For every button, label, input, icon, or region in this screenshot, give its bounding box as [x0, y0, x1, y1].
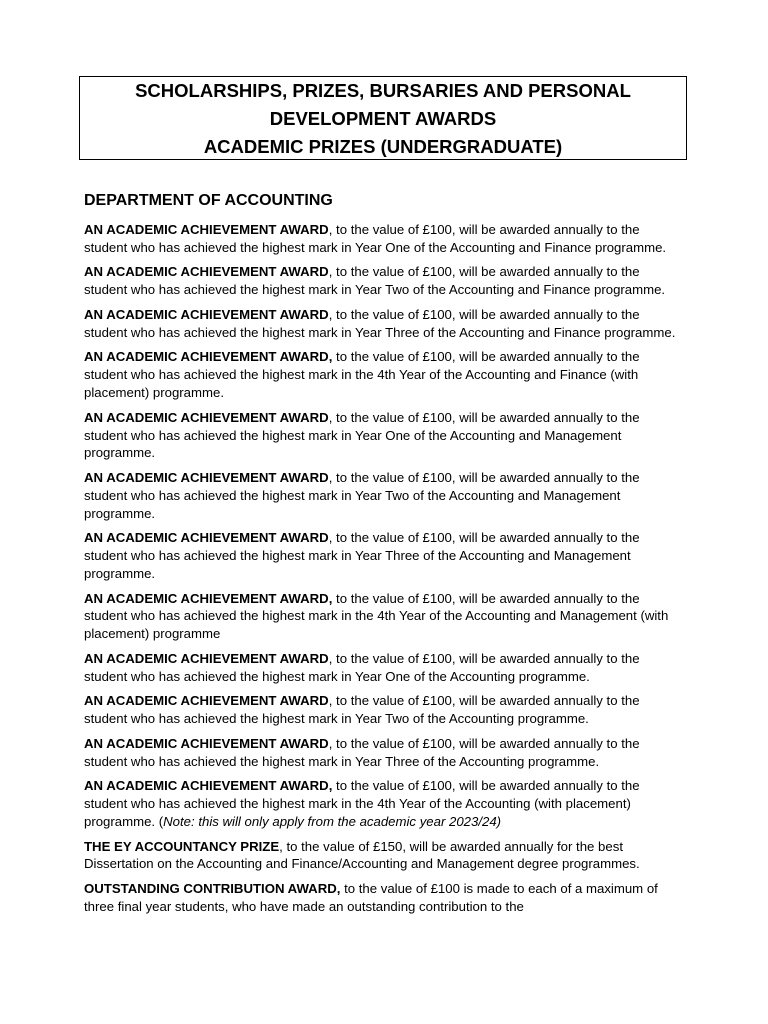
award-paragraph: [84, 692, 684, 728]
award-title: AN ACADEMIC ACHIEVEMENT AWARD: [84, 735, 329, 751]
award-text: , to the value of £150, will be awarded annually for the best Dissertation on the Accounting and Finance/Accounting and Management degree programmes.: [84, 838, 640, 872]
award-text: , to the value of £100, will be awarded annually to the student who has achieved the highest mark in Year One of the Accounting programme.: [84, 650, 640, 684]
award-title: AN ACADEMIC ACHIEVEMENT AWARD: [84, 530, 329, 546]
award-title: OUTSTANDING CONTRIBUTION AWARD,: [84, 881, 341, 897]
award-text: , to the value of £100, will be awarded annually to the student who has achieved the highest mark in Year Three of the Accounting and Management programme.: [84, 530, 640, 581]
award-paragraph: [84, 306, 684, 342]
award-text: , to the value of £100, will be awarded annually to the student who has achieved the highest mark in Year Three of the Accounting programme.: [84, 735, 640, 769]
award-paragraph: [84, 263, 684, 299]
award-text: , to the value of £100, will be awarded annually to the student who has achieved the highest mark in Year Two of the Accounting programme.: [84, 693, 640, 727]
award-paragraph: [84, 880, 684, 916]
document-body: [84, 190, 684, 923]
award-paragraph: [84, 735, 684, 771]
award-paragraph: [84, 650, 684, 686]
award-title: AN ACADEMIC ACHIEVEMENT AWARD: [84, 264, 329, 280]
award-paragraph: [84, 590, 684, 643]
award-paragraph: [84, 838, 684, 874]
award-paragraph: [84, 409, 684, 462]
title-line-2: DEVELOPMENT AWARDS: [269, 108, 497, 129]
title-line-1: SCHOLARSHIPS, PRIZES, BURSARIES AND PERSONAL: [135, 80, 631, 101]
award-paragraph: [84, 777, 684, 830]
award-text: , to the value of £100, will be awarded annually to the student who has achieved the highest mark in Year Two of the Accounting and Management programme.: [84, 470, 640, 521]
award-title: AN ACADEMIC ACHIEVEMENT AWARD: [84, 693, 329, 709]
award-text: , to the value of £100, will be awarded annually to the student who has achieved the highest mark in Year Three of the Accounting and Finance programme.: [84, 306, 676, 340]
award-title: AN ACADEMIC ACHIEVEMENT AWARD,: [84, 590, 333, 606]
award-title: AN ACADEMIC ACHIEVEMENT AWARD: [84, 306, 329, 322]
award-text: , to the value of £100, will be awarded annually to the student who has achieved the highest mark in Year Two of the Accounting and Finance programme.: [84, 264, 666, 298]
award-paragraph: [84, 469, 684, 522]
award-note: Note: this will only apply from the academic year 2023/24): [163, 813, 502, 829]
award-title: AN ACADEMIC ACHIEVEMENT AWARD: [84, 222, 329, 237]
award-paragraph: [84, 348, 684, 401]
department-heading: DEPARTMENT OF ACCOUNTING: [84, 192, 333, 209]
award-text: to the value of £100, will be awarded annually to the student who has achieved the highest mark in the 4th Year of the Accounting and Management (with placement) programme: [84, 590, 669, 642]
award-text: , to the value of £100, will be awarded annually to the student who has achieved the highest mark in Year One of the Accounting and Management programme.: [84, 409, 640, 461]
award-text: , to the value of £100, will be awarded annually to the student who has achieved the highest mark in Year One of the Accounting and Finance programme.: [84, 222, 667, 255]
award-text: to the value of £100, will be awarded annually to the student who has achieved the highest mark in the 4th Year of the Accounting (with placement) programme. (: [84, 778, 640, 829]
award-paragraph: [84, 221, 684, 257]
award-title: AN ACADEMIC ACHIEVEMENT AWARD,: [84, 349, 333, 365]
award-title: AN ACADEMIC ACHIEVEMENT AWARD: [84, 650, 329, 666]
title-box: [79, 76, 687, 160]
award-title: AN ACADEMIC ACHIEVEMENT AWARD: [84, 409, 329, 425]
award-paragraph: [84, 529, 684, 582]
award-title: THE EY ACCOUNTANCY PRIZE: [84, 838, 280, 854]
award-text: to the value of £100 is made to each of a maximum of three final year students, who have made an outstanding contribution to the: [84, 881, 658, 914]
title-line-3: ACADEMIC PRIZES (UNDERGRADUATE): [203, 136, 563, 157]
award-text: to the value of £100, will be awarded annually to the student who has achieved the highest mark in the 4th Year of the Accounting and Finance (with placement) programme.: [84, 349, 640, 401]
award-title: AN ACADEMIC ACHIEVEMENT AWARD,: [84, 778, 333, 794]
award-title: AN ACADEMIC ACHIEVEMENT AWARD: [84, 470, 329, 486]
